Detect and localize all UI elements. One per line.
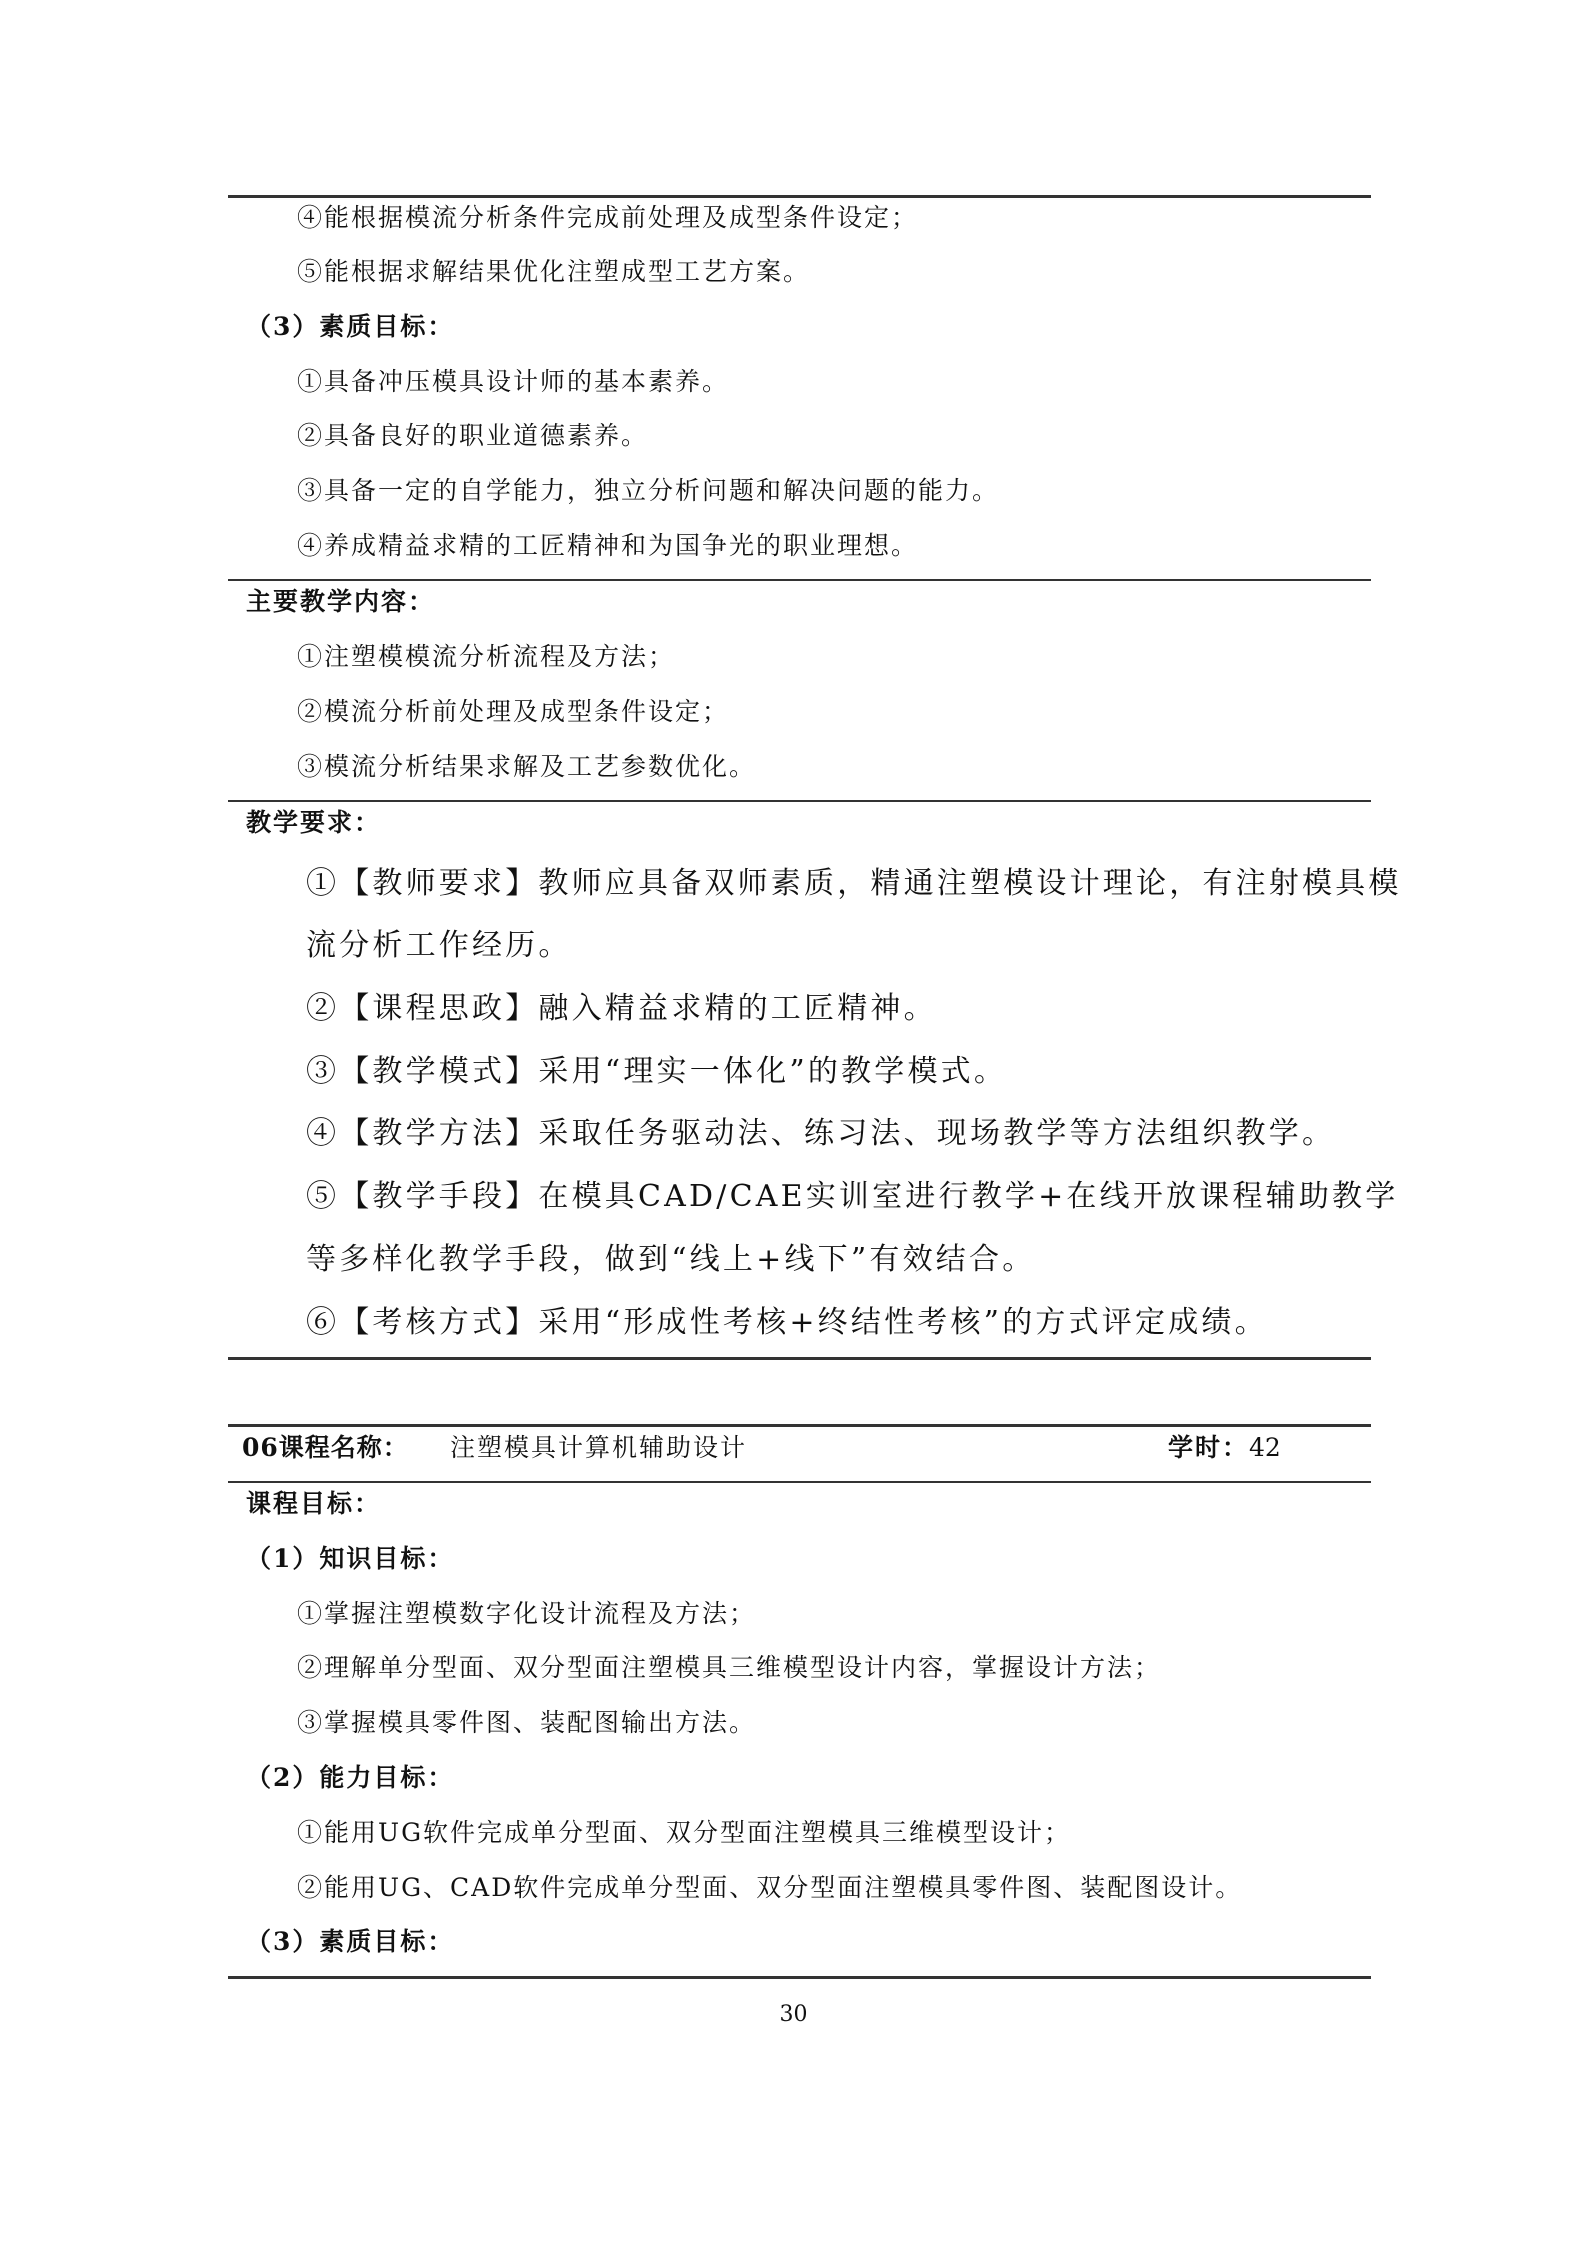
goals-heading: 课程目标： [246,1489,382,1518]
content-heading: 主要教学内容： [246,587,436,616]
quality-item-3: ③具备一定的自学能力，独立分析问题和解决问题的能力。 [297,476,1000,505]
requirement-line: ⑤【教学手段】在模具CAD/CAE实训室进行教学+在线开放课程辅助教学 [306,1179,1399,1214]
knowledge-heading: （1）知识目标： [246,1544,455,1573]
course-hours [1168,1428,1281,1464]
content-item-1: ①注塑模模流分析流程及方法； [297,642,676,671]
row-divider [228,1481,1371,1483]
quality-heading: （3）素质目标： [246,312,455,341]
quality-item-4: ④养成精益求精的工匠精神和为国争光的职业理想。 [297,531,919,560]
course-label: 06课程名称： [242,1433,409,1462]
quality-item-2: ②具备良好的职业道德素养。 [297,421,649,450]
knowledge-item-1: ①掌握注塑模数字化设计流程及方法； [297,1599,757,1628]
table-bottom-rule [228,1357,1371,1360]
knowledge-item-3: ③掌握模具零件图、装配图输出方法。 [297,1708,757,1737]
requirement-line: ④【教学方法】采取任务驱动法、练习法、现场教学等方法组织教学。 [306,1116,1336,1151]
course-name: 注塑模具计算机辅助设计 [450,1433,748,1462]
ability-item-5: ⑤能根据求解结果优化注塑成型工艺方案。 [297,257,811,286]
table-top-rule [228,1424,1371,1427]
row-divider [228,579,1371,581]
ability-item-2: ②能用UG、CAD软件完成单分型面、双分型面注塑模具零件图、装配图设计。 [297,1873,1243,1902]
requirements-heading: 教学要求： [246,808,382,837]
hours-label: 学时： [1168,1433,1250,1462]
requirement-line: ③【教学模式】采用“理实一体化”的教学模式。 [306,1054,1008,1089]
requirement-line: ⑥【考核方式】采用“形成性考核+终结性考核”的方式评定成绩。 [306,1305,1268,1340]
page-number: 30 [779,2002,808,2027]
knowledge-item-2: ②理解单分型面、双分型面注塑模具三维模型设计内容，掌握设计方法； [297,1653,1162,1682]
requirement-line: ②【课程思政】融入精益求精的工匠精神。 [306,991,937,1026]
ability-item-1: ①能用UG软件完成单分型面、双分型面注塑模具三维模型设计； [297,1818,1072,1847]
quality-heading: （3）素质目标： [246,1927,455,1956]
hours-value: 42 [1249,1433,1281,1462]
requirement-line: 等多样化教学手段，做到“线上+线下”有效结合。 [306,1242,1036,1277]
content-item-2: ②模流分析前处理及成型条件设定； [297,697,730,726]
content-item-3: ③模流分析结果求解及工艺参数优化。 [297,752,757,781]
quality-item-1: ①具备冲压模具设计师的基本素养。 [297,367,730,396]
row-divider [228,800,1371,802]
ability-heading: （2）能力目标： [246,1763,455,1792]
table-bottom-rule [228,1976,1371,1979]
ability-item-4: ④能根据模流分析条件完成前处理及成型条件设定； [297,203,919,232]
requirement-line: 流分析工作经历。 [306,928,572,963]
requirement-line: ①【教师要求】教师应具备双师素质，精通注塑模设计理论，有注射模具模 [306,866,1402,901]
